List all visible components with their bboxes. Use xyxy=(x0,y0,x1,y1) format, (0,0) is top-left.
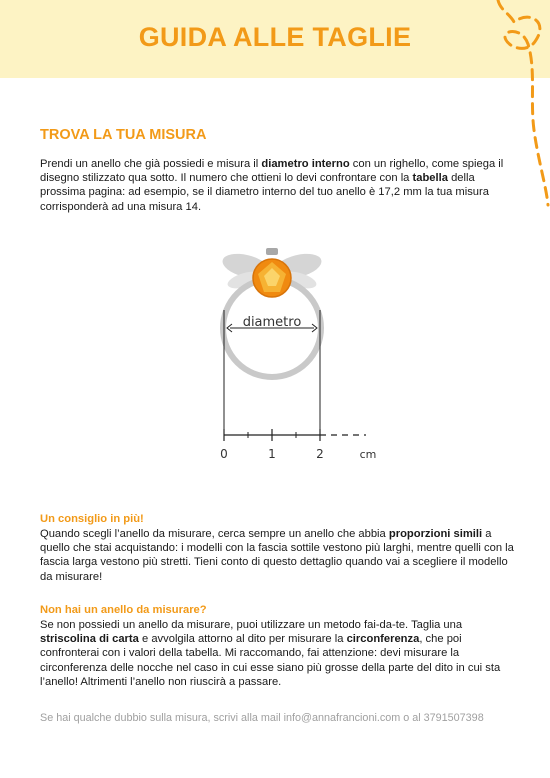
ruler-tick-1: 1 xyxy=(268,447,276,461)
diameter-label: diametro xyxy=(242,315,302,330)
tip-paragraph xyxy=(40,527,520,584)
gem-icon xyxy=(253,248,291,297)
ruler-unit: cm xyxy=(359,448,377,461)
ruler-tick-0: 0 xyxy=(220,447,228,461)
page-title: GUIDA ALLE TAGLIE xyxy=(138,22,412,52)
footer-contact: Se hai qualche dubbio sulla misura, scrivi alla mail info@annafrancioni.com o al 3791507398 xyxy=(40,712,484,724)
noring-text-1: Se non possiedi un anello da misurare, puoi utilizzare un metodo fai-da-te. Taglia una xyxy=(40,619,463,631)
intro-text-2: con un righello, come spiega il disegno stilizzato qua sotto. Il numero che ottieni lo devi confrontare con la xyxy=(40,158,504,185)
tip-text-1: Quando scegli l’anello da misurare, cerca sempre un anello che abbia xyxy=(40,528,389,540)
noring-text-3: , che poi confronterai con i valori della tabella. Mi raccomando, fai attenzione: devi misurare la circonferenza delle nocche nel caso in cui esse siano più grosse della parte del dito in cui sta l’anello! Altrimenti l’anello non riuscirà a passare. xyxy=(40,633,501,688)
tip-title: Un consiglio in più! xyxy=(40,513,144,525)
ruler xyxy=(220,429,376,461)
intro-bold-diameter: diametro interno xyxy=(261,158,350,170)
ruler-tick-2: 2 xyxy=(316,447,324,461)
intro-text-1: Prendi un anello che già possiedi e misura il xyxy=(40,158,262,170)
noring-paragraph xyxy=(40,618,520,689)
ring-measure-diagram xyxy=(200,240,400,470)
tip-bold-proportions: proporzioni simili xyxy=(388,528,483,540)
noring-bold-circumference: circonferenza xyxy=(346,633,420,646)
noring-bold-strip: striscolina di carta xyxy=(40,633,139,646)
intro-paragraph xyxy=(40,157,520,214)
intro-text-3: della prossima pagina: ad esempio, se il diametro interno del tuo anello è 17,2 mm la tua misura corrisponderà ad una misura 14. xyxy=(40,172,489,213)
section-title: TROVA LA TUA MISURA xyxy=(40,127,207,143)
noring-title: Non hai un anello da misurare? xyxy=(40,604,207,616)
noring-text-2: e avvolgila attorno al dito per misurare la xyxy=(138,633,347,646)
tip-text-2: a quello che stai acquistando: i modelli con la fascia sottile vestono più larghi, mentre quelli con la fascia larga vestono più stretti. Tieni conto di questo dettaglio quando vai a scegliere il modello da misurare! xyxy=(40,528,514,583)
intro-bold-table: tabella xyxy=(412,172,448,185)
